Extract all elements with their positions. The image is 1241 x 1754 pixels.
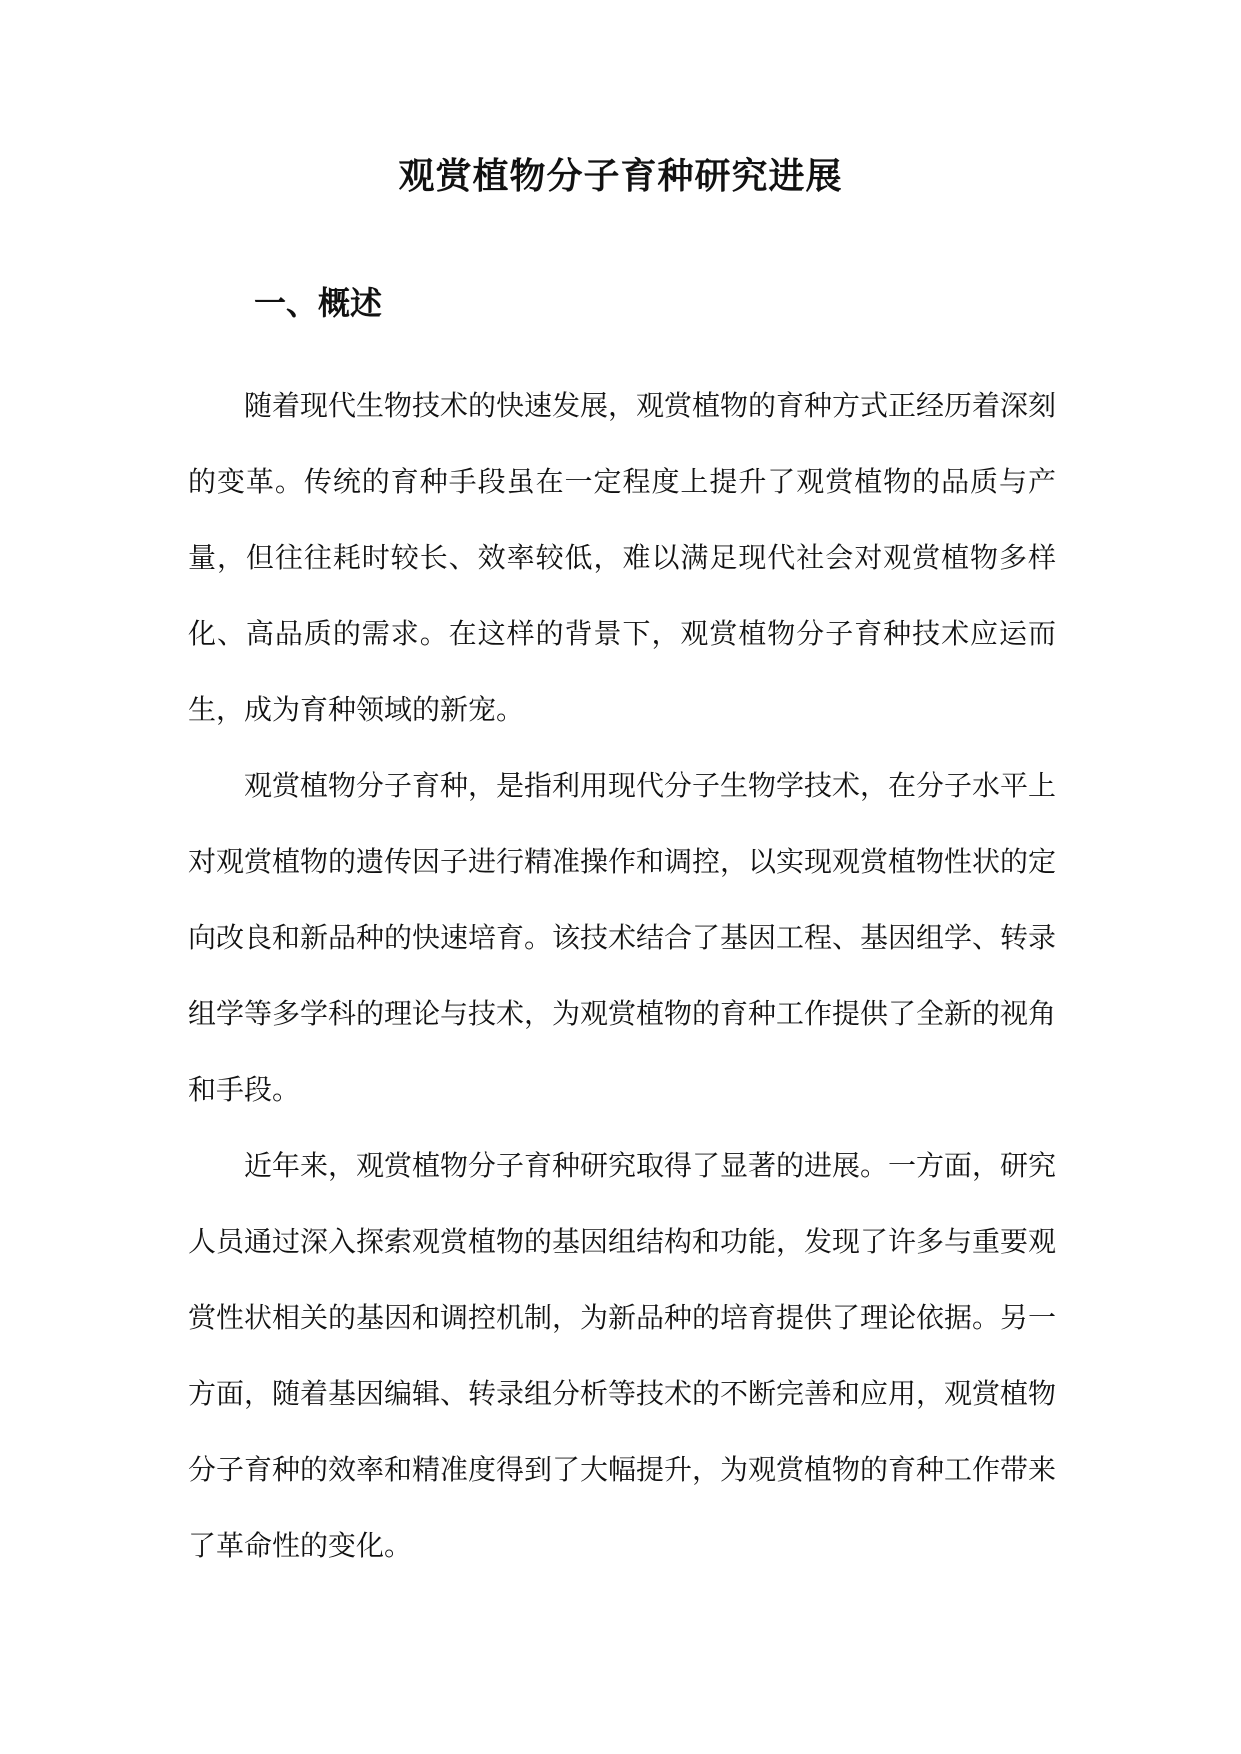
section-body	[188, 368, 1056, 1584]
section-heading: 一、概述	[254, 284, 383, 322]
document-title: 观赏植物分子育种研究进展	[398, 155, 843, 197]
paragraph-3: 近年来，观赏植物分子育种研究取得了显著的进展。一方面，研究人员通过深入探索观赏植物的基因组结构和功能，发现了许多与重要观赏性状相关的基因和调控机制，为新品种的培育提供了理论依据。另一方面，随着基因编辑、转录组分析等技术的不断完善和应用，观赏植物分子育种的效率和精准度得到了大幅提升，为观赏植物的育种工作带来了革命性的变化。	[188, 1149, 1057, 1562]
paragraph-1: 随着现代生物技术的快速发展，观赏植物的育种方式正经历着深刻的变革。传统的育种手段虽在一定程度上提升了观赏植物的品质与产量，但往往耗时较长、效率较低，难以满足现代社会对观赏植物多样化、高品质的需求。在这样的背景下，观赏植物分子育种技术应运而生，成为育种领域的新宠。	[188, 389, 1057, 726]
paragraph-2: 观赏植物分子育种，是指利用现代分子生物学技术，在分子水平上对观赏植物的遗传因子进行精准操作和调控，以实现观赏植物性状的定向改良和新品种的快速培育。该技术结合了基因工程、基因组学、转录组学等多学科的理论与技术，为观赏植物的育种工作提供了全新的视角和手段。	[188, 769, 1057, 1106]
